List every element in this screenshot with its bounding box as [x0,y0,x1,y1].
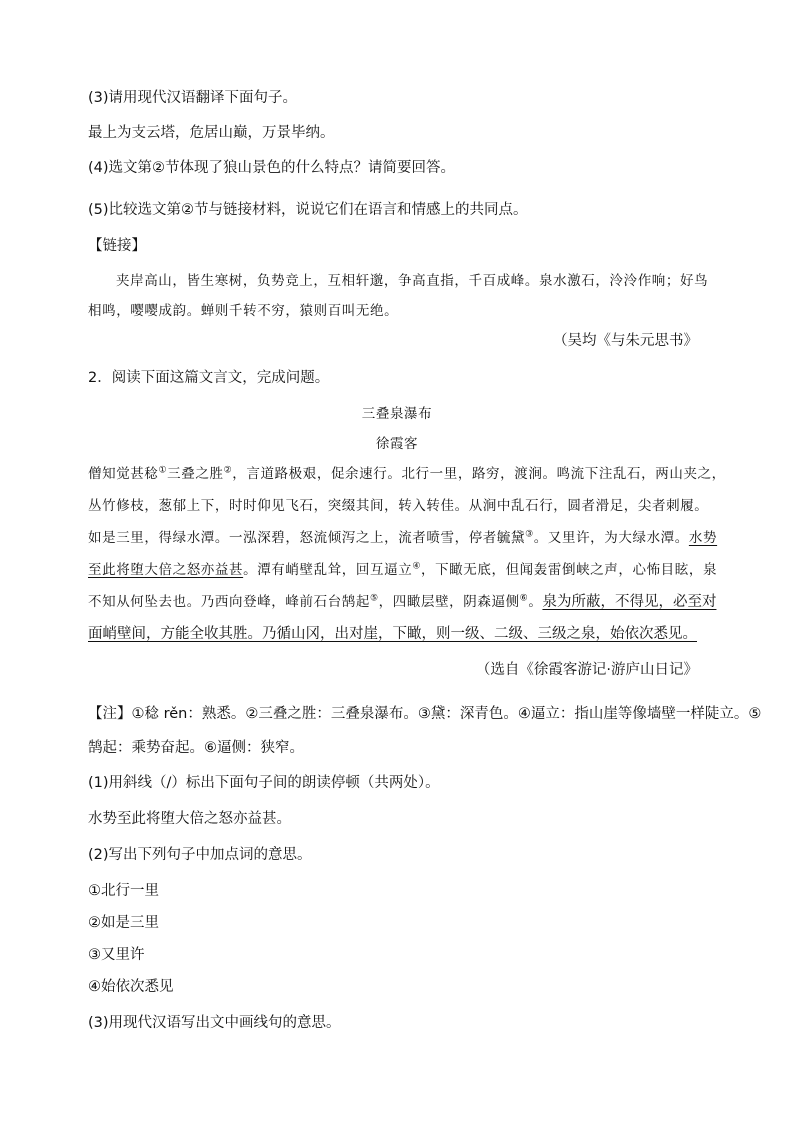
passage-text: 乃循山冈，出对崖，下瞰，则一级、二级、三级之泉，始依次悉见。 [262,626,697,642]
subquestion-2-item: ④始依次悉见 [88,979,174,995]
underlined-sentence: 至此将堕大倍之怒亦益甚 [88,562,244,578]
link-heading: 【链接】 [88,238,146,254]
passage-text: ，下瞰无底，但闻轰雷倒峡之声，心怖目眩，泉 [420,562,718,578]
passage-text: 僧知觉甚稔 [88,466,159,482]
question-4: (4)选文第②节体现了狼山景色的什么特点？请简要回答。 [88,160,456,176]
passage-text: 如是三里，得绿水潭。一泓深碧，怒流倾泻之上，流者喷雪，停者毓黛 [88,530,526,546]
passage-source: （选自《徐霞客游记·游庐山日记》 [475,662,698,678]
notes-line-2: 鹄起：乘势奋起。⑥逼侧：狭窄。 [88,740,304,756]
link-text-line-1: 夹岸高山，皆生寒树，负势竞上，互相轩邈，争高直指，千百成峰。泉水激石，泠泠作响；好鸟 [116,273,709,289]
note-marker: ⑥ [519,593,529,604]
passage-text: 。又里许，为大绿水潭。 [533,530,689,546]
subquestion-3: (3)用现代汉语写出文中画线句的意思。 [88,1015,341,1031]
link-text-line-2: 相鸣，嘤嘤成韵。蝉则千转不穷，猿则百叫无绝。 [88,303,399,319]
passage-line-2: 丛竹修枝，葱郁上下，时时仰见飞石，突缀其间，转入转佳。从涧中乱石行，圆者滑足，尖者刺履。 [88,498,709,514]
note-marker: ④ [412,561,421,572]
notes-line-1: 【注】①稔 rěn：熟悉。②三叠之胜：三叠泉瀑布。③黛：深青色。④逼立：指山崖等像墙壁一样陡立。⑤ [88,706,762,722]
passage-text: 三叠之胜 [167,466,224,482]
underlined-sentence: 泉为所蔽，不得见，必至对 [542,594,717,610]
passage-line-1 [88,464,726,484]
question-2-heading: 2．阅读下面这篇文言文，完成问题。 [88,370,330,386]
question-3-sentence: 最上为支云塔，危居山巅，万景毕纳。 [88,125,335,141]
subquestion-1-sentence: 水势至此将堕大倍之怒亦益甚。 [88,811,291,827]
subquestion-2-item: ③又里许 [88,947,145,963]
underlined-sentence: 水势 [688,530,718,546]
subquestion-2-item: ①北行一里 [88,883,159,899]
passage-line-5 [88,592,716,612]
passage-line-6 [88,624,697,644]
subquestion-2-item: ②如是三里 [88,915,159,931]
link-source: （吴均《与朱元思书》 [553,333,698,349]
subquestion-2: (2)写出下列句子中加点词的意思。 [88,847,312,863]
passage-author: 徐霞客 [375,436,419,452]
passage-text: ，言道路极艰，促余速行。北行一里，路穷，渡涧。鸣流下注乱石，两山夹之， [232,466,726,482]
passage-text: 不知从何坠去也。乃西向登峰，峰前石台鹄起 [88,594,370,610]
question-3: (3)请用现代汉语翻译下面句子。 [88,90,298,106]
passage-text: 。 [528,594,543,610]
underlined-sentence: 面峭壁间，方能全收其胜。 [88,626,262,642]
passage-text: 。潭有峭壁乱耸，回互逼立 [243,562,413,578]
note-marker: ③ [525,529,534,540]
passage-line-4 [88,560,717,580]
passage-title: 三叠泉瀑布 [361,406,433,422]
passage-text: ，四瞰层壁，阴森逼侧 [378,594,520,610]
note-marker: ⑤ [370,593,379,604]
note-marker: ② [223,465,233,476]
passage-line-3 [88,528,717,548]
subquestion-1: (1)用斜线（/）标出下面句子间的朗读停顿（共两处）。 [88,775,440,791]
note-marker: ① [158,465,168,476]
question-5: (5)比较选文第②节与链接材料，说说它们在语言和情感上的共同点。 [88,202,528,218]
